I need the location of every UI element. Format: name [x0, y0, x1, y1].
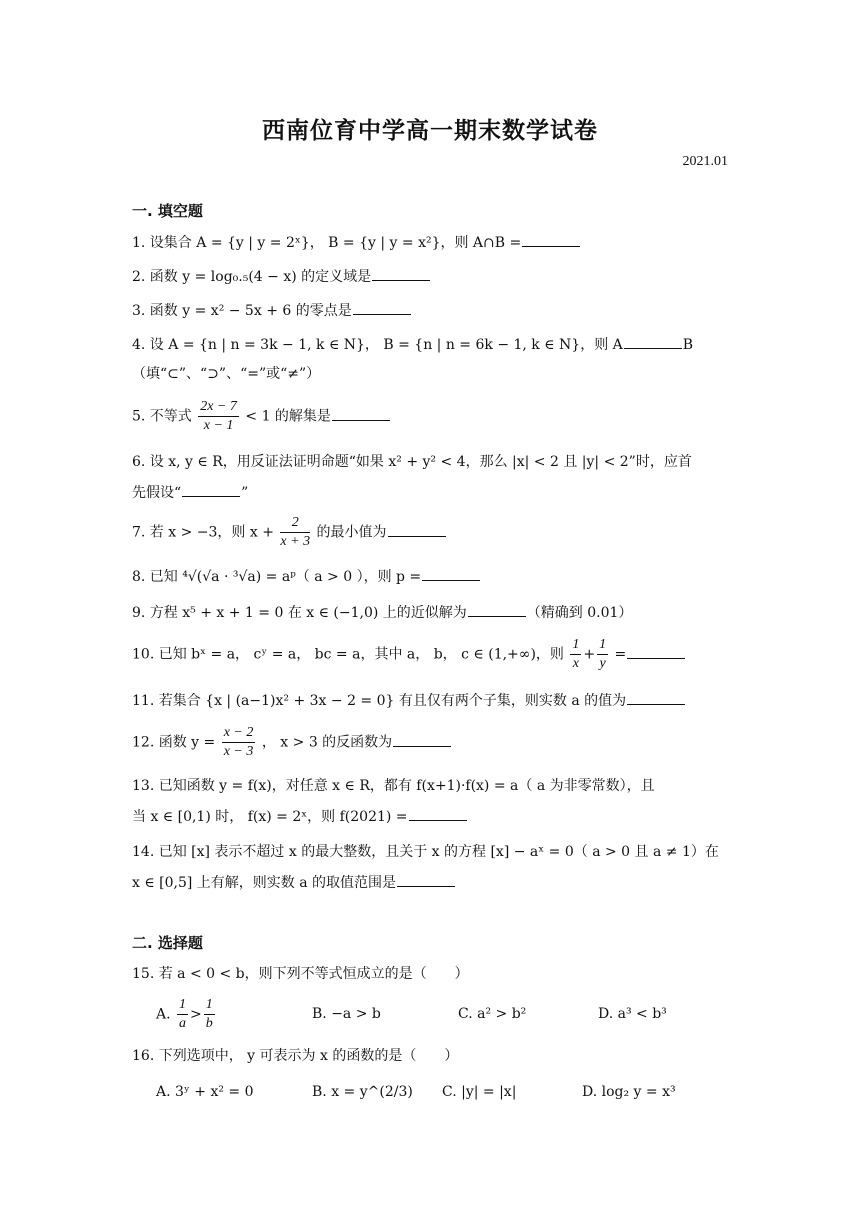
question-6-cont: 先假设“ ”	[132, 482, 732, 503]
question-14-cont: x ∈ [0,5] 上有解，则实数 a 的取值范围是	[132, 872, 732, 893]
page-title: 西南位育中学高一期末数学试卷	[262, 117, 598, 144]
section-fill-in: 一. 填空题	[132, 202, 203, 220]
question-6: 6. 设 x, y ∈ R，用反证法证明命题“如果 x² + y² < 4，那么 |x| < 2 且 |y| < 2”时，应首	[132, 454, 692, 470]
question-7: 7. 若 x > −3，则 x + $\frac{2}{x + 3}$ 的最小值为	[132, 514, 732, 551]
question-11: 11. 若集合 {x | (a−1)x² + 3x − 2 = 0} 有且仅有两个子集，则实数 a 的值为	[132, 690, 732, 711]
question-5: 5. 不等式 $\frac{2x - 7}{x - 1}$ < 1 的解集是	[132, 398, 732, 435]
option-d[interactable]: D. a³ < b³	[598, 1006, 667, 1022]
option-a[interactable]: A. 3ʸ + x² = 0	[156, 1084, 254, 1100]
question-13-cont: 当 x ∈ [0,1) 时， f(x) = 2ˣ，则 f(2021) =	[132, 806, 732, 827]
fraction: $\frac{1}{a}$	[179, 997, 187, 1031]
answer-blank[interactable]	[409, 806, 467, 821]
question-13: 13. 已知函数 y = f(x)，对任意 x ∈ R，都有 f(x+1)·f(x) = a（ a 为非零常数），且	[132, 778, 655, 794]
answer-blank[interactable]	[372, 266, 430, 281]
fraction: $\frac{2x - 7}{x - 1}$	[200, 399, 237, 433]
question-9: 9. 方程 x⁵ + x + 1 = 0 在 x ∈ (−1,0) 上的近似解为 （精确到 0.01）	[132, 602, 732, 623]
option-d[interactable]: D. log₂ y = x³	[582, 1084, 676, 1100]
question-8: 8. 已知 ⁴√(√a · ³√a) = aᵖ（ a > 0 ），则 p =	[132, 566, 732, 587]
question-15-options	[150, 994, 710, 1038]
answer-blank[interactable]	[627, 644, 685, 659]
answer-blank[interactable]	[468, 602, 526, 617]
fraction: $\frac{1}{x}$	[572, 637, 580, 671]
answer-blank[interactable]	[422, 566, 480, 581]
question-15: 15. 若 a < 0 < b，则下列不等式恒成立的是（ ）	[132, 966, 469, 982]
exam-date: 2021.01	[682, 154, 728, 169]
answer-blank[interactable]	[332, 406, 390, 421]
option-b[interactable]: B. x = y^(2/3)	[312, 1084, 413, 1100]
fraction: $\frac{1}{b}$	[205, 997, 213, 1031]
answer-blank[interactable]	[182, 482, 240, 497]
question-3: 3. 函数 y = x² − 5x + 6 的零点是	[132, 300, 732, 321]
answer-blank[interactable]	[522, 232, 580, 247]
option-c[interactable]: C. |y| = |x|	[442, 1084, 517, 1100]
question-10: 10. 已知 bˣ = a， cʸ = a， bc = a，其中 a， b， c ∈ (1,+∞)，则 $\frac{1}{x}$ + $\frac{1}{y}$ =	[132, 636, 732, 673]
answer-blank[interactable]	[624, 334, 682, 349]
answer-blank[interactable]	[393, 732, 451, 747]
question-16: 16. 下列选项中， y 可表示为 x 的函数的是（ ）	[132, 1048, 459, 1064]
question-16-options	[150, 1084, 710, 1108]
option-b[interactable]: B. −a > b	[312, 1006, 381, 1022]
question-14: 14. 已知 [x] 表示不超过 x 的最大整数，且关于 x 的方程 [x] − aˣ = 0（ a > 0 且 a ≠ 1）在	[132, 844, 719, 860]
answer-blank[interactable]	[397, 872, 455, 887]
fraction: $\frac{1}{y}$	[599, 637, 607, 671]
question-12: 12. 函数 y = $\frac{x - 2}{x - 3}$ ， x > 3 的反函数为	[132, 724, 732, 761]
answer-blank[interactable]	[627, 690, 685, 705]
answer-blank[interactable]	[353, 300, 411, 315]
option-a[interactable]: A. $\frac{1}{a}$ > $\frac{1}{b}$	[156, 997, 213, 1031]
fraction: $\frac{2}{x + 3}$	[280, 515, 311, 549]
question-1: 1. 设集合 A = {y | y = 2ˣ}， B = {y | y = x²}，则 A∩B =	[132, 232, 732, 253]
question-2: 2. 函数 y = log₀.₅(4 − x) 的定义域是	[132, 266, 732, 287]
question-4-hint: （填“⊂”、“⊃”、“=”或“≠”）	[132, 366, 321, 382]
answer-blank[interactable]	[388, 522, 446, 537]
fraction: $\frac{x - 2}{x - 3}$	[223, 725, 254, 759]
question-4: 4. 设 A = {n | n = 3k − 1, k ∈ N}， B = {n | n = 6k − 1, k ∈ N}，则 A B	[132, 334, 732, 355]
section-multiple-choice: 二. 选择题	[132, 934, 203, 952]
option-c[interactable]: C. a² > b²	[458, 1006, 527, 1022]
